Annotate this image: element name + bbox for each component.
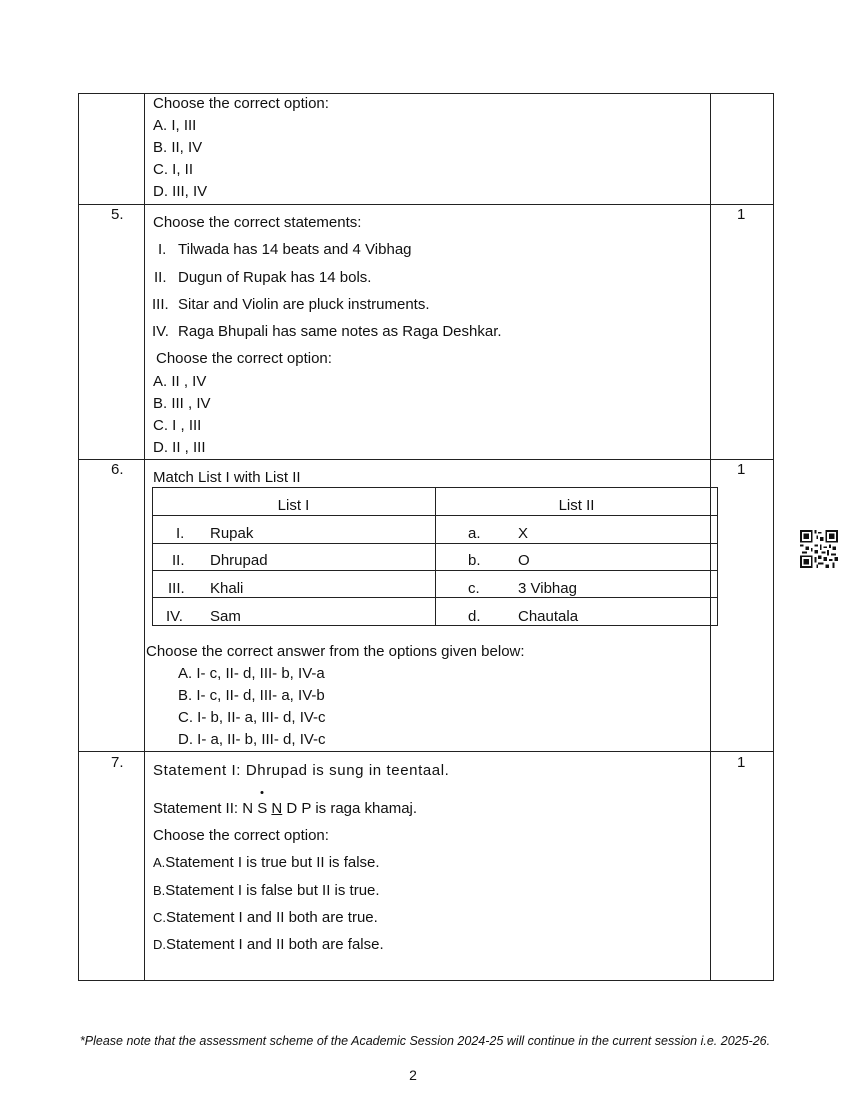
q6-answer-prompt: Choose the correct answer from the options given below: [146, 643, 525, 660]
list2-row-2-match: O [518, 552, 530, 569]
q5-option-c: C. I , III [153, 417, 202, 434]
q7-option-d [153, 936, 384, 953]
q5-statement-2: Dugun of Rupak has 14 bols. [178, 269, 372, 286]
q5-option-b: B. III , IV [153, 395, 211, 412]
q7-statement-2-suffix: D P is raga khamaj. [282, 800, 418, 817]
table-top-border [78, 93, 774, 94]
q5-statement-3-roman: III. [152, 296, 169, 313]
q5-statement-4: Raga Bhupali has same notes as Raga Deshkar. [178, 323, 502, 340]
q7-swara-s-taar: S [257, 800, 268, 817]
q6-number: 6. [111, 461, 124, 478]
q5-statement-3: Sitar and Violin are pluck instruments. [178, 296, 430, 313]
q7-option-b-text: Statement I is false but II is true. [165, 882, 380, 899]
q7-statement-2 [153, 800, 417, 817]
q6-marks: 1 [737, 461, 746, 478]
q7-marks: 1 [737, 754, 746, 771]
list2-row-1-match: X [518, 525, 529, 542]
q7-option-prompt: Choose the correct option: [153, 827, 329, 844]
q5-option-a: A. II , IV [153, 373, 207, 390]
q7-option-c-letter: C. [153, 910, 166, 925]
q7-statement-2-prefix: Statement II: N [153, 800, 258, 817]
qr-code-icon [800, 530, 838, 568]
q4-option-b: B. II, IV [153, 139, 203, 156]
list1-row-4-roman: IV. [166, 608, 183, 625]
row-divider-q6 [78, 459, 774, 460]
q6-option-d: D. I- a, II- b, III- d, IV-c [178, 731, 326, 748]
row-divider-q5 [78, 204, 774, 205]
q5-number: 5. [111, 206, 124, 223]
q7-number: 7. [111, 754, 124, 771]
q7-option-a-letter: A. [153, 855, 166, 870]
list1-header: List I [277, 497, 310, 514]
q6-option-c: C. I- b, II- a, III- d, IV-c [178, 709, 326, 726]
table-right-border [773, 93, 774, 981]
list1-row-4-item: Sam [210, 608, 241, 625]
q5-option-prompt: Choose the correct option: [156, 350, 332, 367]
q7-option-d-text: Statement I and II both are false. [166, 936, 384, 953]
list1-row-3-roman: III. [168, 580, 185, 597]
list2-row-2-letter: b. [468, 552, 481, 569]
list1-row-1-item: Rupak [210, 525, 254, 542]
list1-row-3-item: Khali [210, 580, 244, 597]
q7-option-c-text: Statement I and II both are true. [166, 909, 378, 926]
q5-statement-1-roman: I. [158, 241, 167, 258]
q7-option-c [153, 909, 378, 926]
list1-row-1-roman: I. [176, 525, 185, 542]
list2-row-4-letter: d. [468, 608, 481, 625]
q7-option-d-letter: D. [153, 937, 166, 952]
list2-row-3-letter: c. [468, 580, 480, 597]
list2-row-3-match: 3 Vibhag [518, 580, 577, 597]
list2-row-4-match: Chautala [518, 608, 579, 625]
list2-row-1-letter: a. [468, 525, 481, 542]
q7-swara-n-komal: N [271, 800, 283, 817]
q4-option-a: A. I, III [153, 117, 197, 134]
q7-option-a-text: Statement I is true but II is false. [165, 854, 380, 871]
list1-row-2-item: Dhrupad [210, 552, 268, 569]
assessment-footnote: *Please note that the assessment scheme of the Academic Session 2024-25 will continue in the current session i.e. 2025-26. [79, 1034, 771, 1048]
q4-option-d: D. III, IV [153, 183, 208, 200]
q7-option-a [153, 854, 380, 871]
q5-option-d: D. II , III [153, 439, 206, 456]
row-divider-q7 [78, 751, 774, 752]
marks-column-divider [710, 93, 711, 981]
list1-row-2-roman: II. [172, 552, 185, 569]
list2-header: List II [558, 497, 595, 514]
q6-prompt: Match List I with List II [153, 469, 301, 486]
q7-option-b-letter: B. [153, 883, 166, 898]
q5-statement-2-roman: II. [154, 269, 167, 286]
page-number: 2 [409, 1067, 417, 1083]
number-column-divider [144, 93, 145, 981]
q4-option-prompt: Choose the correct option: [153, 95, 329, 112]
q4-option-c: C. I, II [153, 161, 194, 178]
q7-option-b [153, 882, 380, 899]
q7-statement-1: Statement I: Dhrupad is sung in teentaal. [153, 762, 450, 779]
q5-marks: 1 [737, 206, 746, 223]
q6-option-b: B. I- c, II- d, III- a, IV-b [178, 687, 325, 704]
table-left-border [78, 93, 79, 981]
q5-statement-1: Tilwada has 14 beats and 4 Vibhag [178, 241, 412, 258]
q5-prompt: Choose the correct statements: [153, 214, 362, 231]
table-bottom-border [78, 980, 774, 981]
q6-option-a: A. I- c, II- d, III- b, IV-a [178, 665, 325, 682]
q5-statement-4-roman: IV. [152, 323, 169, 340]
